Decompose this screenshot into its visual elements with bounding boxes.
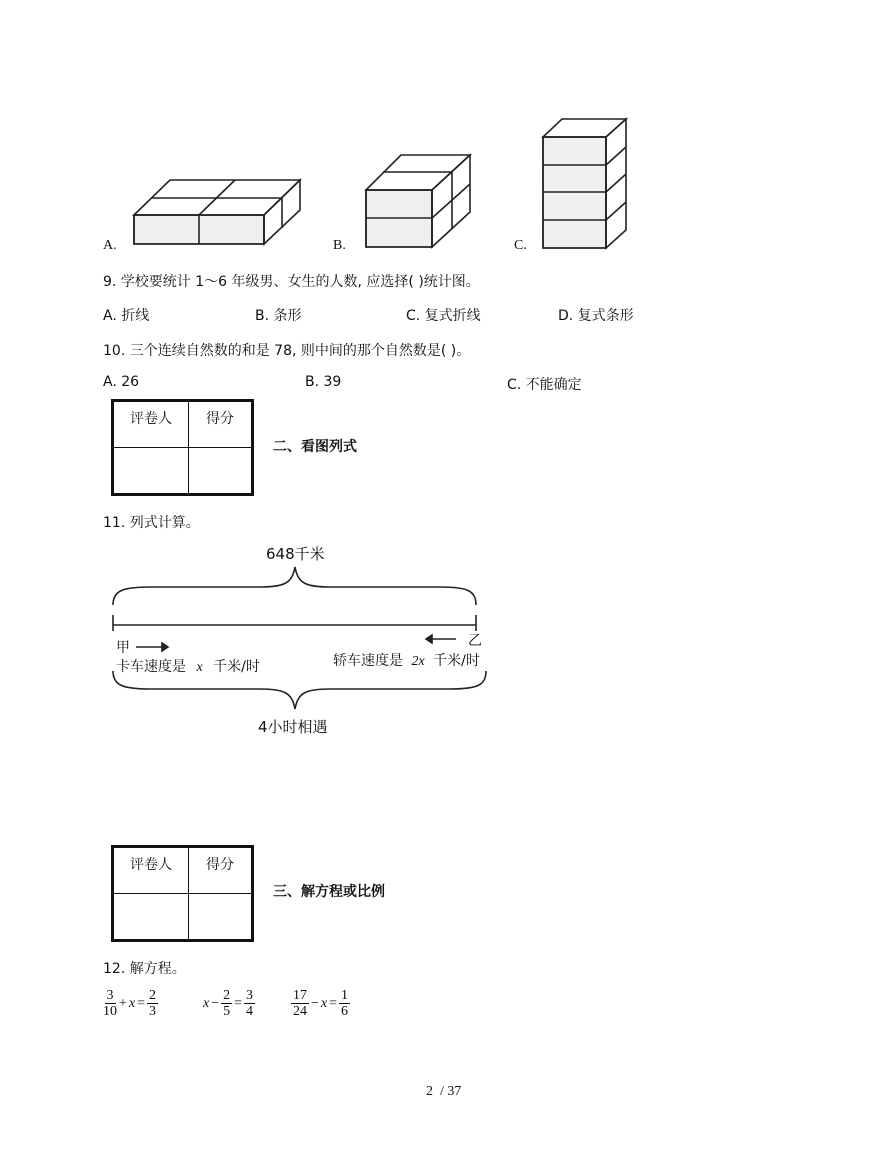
score-header: 得分 <box>189 401 253 448</box>
q9-option-d: D. 复式条形 <box>558 308 634 324</box>
q11-jia-label: 甲 <box>116 640 130 656</box>
eq2-fraction-2: $\frac{3}{4}$ <box>246 988 254 1019</box>
equation-3 <box>291 988 350 1019</box>
figure-c-tower-blocks <box>542 118 630 250</box>
grader-cell[interactable] <box>113 894 189 941</box>
q12-stem: 12. 解方程。 <box>103 961 186 977</box>
q11-car-speed <box>333 650 480 670</box>
truck-speed-unit: 千米/时 <box>213 659 260 675</box>
q8-option-a: A. <box>103 238 117 253</box>
eq2-equals: = <box>234 995 243 1011</box>
q9-option-c: C. 复式折线 <box>406 308 481 324</box>
q11-yi-label: 乙 <box>468 633 482 649</box>
grader-header: 评卷人 <box>113 847 189 894</box>
eq1-operator: + <box>119 995 127 1011</box>
eq2-operator: − <box>211 995 220 1011</box>
truck-speed-var: x <box>196 660 203 675</box>
section-2-title: 二、看图列式 <box>273 439 357 455</box>
eq2-fraction-1: $\frac{2}{5}$ <box>223 988 231 1019</box>
q9-option-a: A. 折线 <box>103 308 150 324</box>
section-3-title: 三、解方程或比例 <box>273 884 385 900</box>
eq3-variable: x <box>320 995 328 1011</box>
score-cell[interactable] <box>189 894 253 941</box>
eq3-operator: − <box>311 995 319 1011</box>
eq3-fraction-1: $\frac{17}{24}$ <box>293 988 307 1019</box>
car-speed-label: 轿车速度是 <box>333 653 403 669</box>
q9-option-b: B. 条形 <box>255 308 302 324</box>
eq3-fraction-2: $\frac{1}{6}$ <box>341 988 349 1019</box>
score-header: 得分 <box>189 847 253 894</box>
q11-total-distance: 648千米 <box>266 545 325 563</box>
car-speed-var: 2x <box>411 654 425 669</box>
q11-truck-speed <box>116 656 260 676</box>
eq1-variable: x <box>128 995 136 1011</box>
q9-stem: 9. 学校要统计 1～6 年级男、女生的人数, 应选择( )统计图。 <box>103 274 480 290</box>
q10-option-b: B. 39 <box>305 374 342 390</box>
q8-option-c: C. <box>514 238 527 253</box>
eq1-fraction-2: $\frac{2}{3}$ <box>149 988 157 1019</box>
eq1-fraction-1: $\frac{3}{10}$ <box>103 988 117 1019</box>
q8-option-b: B. <box>333 238 346 253</box>
q10-option-c: C. 不能确定 <box>507 377 582 393</box>
eq2-variable: x <box>203 995 210 1011</box>
score-cell[interactable] <box>189 448 253 495</box>
score-table-1 <box>111 399 254 496</box>
grader-header: 评卷人 <box>113 401 189 448</box>
q11-stem: 11. 列式计算。 <box>103 515 200 531</box>
q11-meet-time: 4小时相遇 <box>258 718 328 736</box>
equation-2 <box>203 988 255 1019</box>
q10-option-a: A. 26 <box>103 374 140 390</box>
page-number: 2 / 37 <box>426 1084 462 1099</box>
truck-speed-label: 卡车速度是 <box>116 659 186 675</box>
q10-stem: 10. 三个连续自然数的和是 78, 则中间的那个自然数是( )。 <box>103 343 471 359</box>
figure-a-flat-blocks <box>134 178 304 246</box>
score-table-2 <box>111 845 254 942</box>
equation-1 <box>103 988 158 1019</box>
eq1-equals: = <box>137 995 146 1011</box>
eq3-equals: = <box>329 995 338 1011</box>
figure-b-stacked-blocks <box>365 154 475 248</box>
grader-cell[interactable] <box>113 448 189 495</box>
car-speed-unit: 千米/时 <box>433 653 480 669</box>
